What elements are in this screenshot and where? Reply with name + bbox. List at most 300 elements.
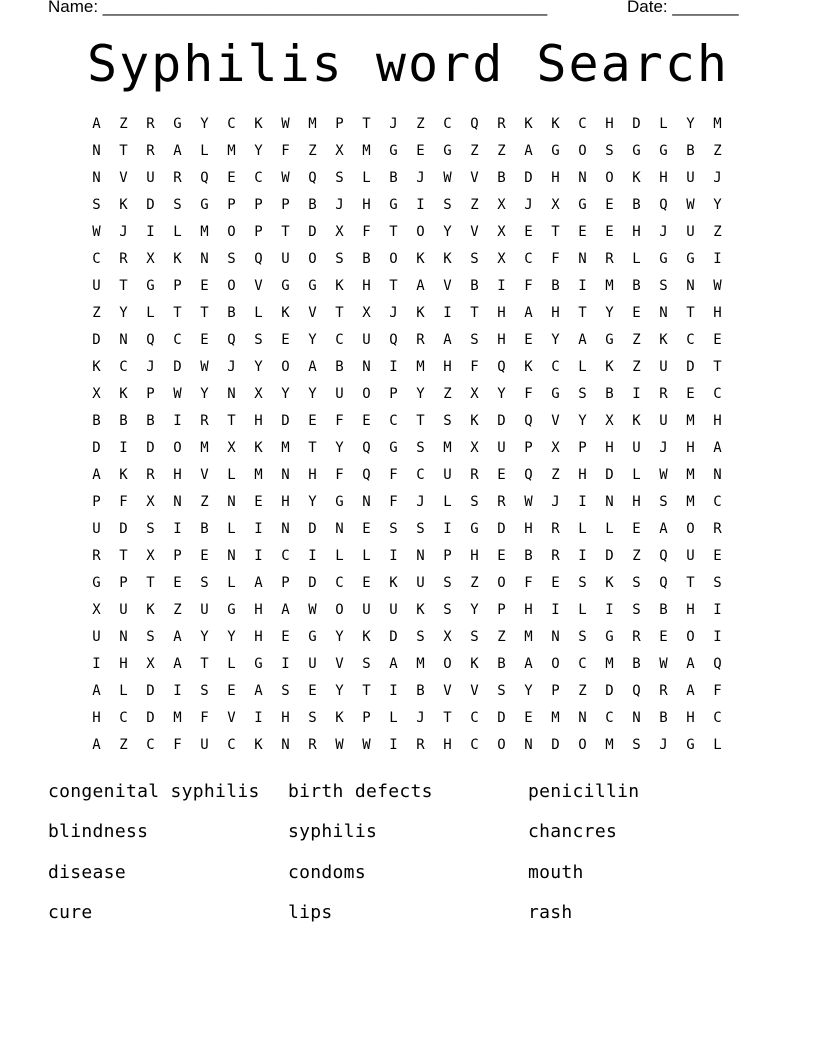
grid-letter: A	[281, 602, 290, 618]
grid-letter: U	[497, 440, 506, 456]
grid-letter: V	[335, 656, 344, 672]
grid-letter: Z	[119, 737, 128, 753]
grid-letter: B	[632, 197, 641, 213]
grid-letter: X	[146, 656, 155, 672]
grid-letter: M	[281, 440, 290, 456]
grid-letter: P	[173, 548, 182, 564]
grid-letter: U	[200, 737, 209, 753]
grid-letter: C	[335, 575, 344, 591]
word-list-item: blindness	[48, 821, 149, 843]
grid-letter: K	[173, 251, 182, 267]
grid-letter: C	[686, 332, 695, 348]
grid-letter: A	[92, 683, 101, 699]
grid-letter: A	[254, 575, 263, 591]
grid-letter: Z	[173, 602, 182, 618]
grid-letter: S	[659, 278, 668, 294]
grid-letter: Y	[254, 143, 263, 159]
grid-letter: W	[659, 656, 668, 672]
grid-letter: K	[659, 332, 668, 348]
grid-letter: Y	[281, 386, 290, 402]
grid-letter: A	[389, 656, 398, 672]
grid-letter: H	[254, 629, 263, 645]
grid-letter: M	[200, 224, 209, 240]
grid-letter: L	[227, 656, 236, 672]
grid-letter: I	[578, 548, 587, 564]
grid-letter: K	[254, 737, 263, 753]
grid-letter: D	[605, 683, 614, 699]
grid-letter: Z	[470, 575, 479, 591]
grid-letter: X	[605, 413, 614, 429]
grid-letter: N	[686, 278, 695, 294]
grid-letter: Q	[713, 656, 722, 672]
grid-letter: P	[146, 386, 155, 402]
grid-letter: G	[227, 602, 236, 618]
grid-letter: M	[686, 467, 695, 483]
grid-letter: E	[497, 467, 506, 483]
grid-letter: P	[335, 116, 344, 132]
grid-letter: N	[362, 359, 371, 375]
grid-letter: I	[551, 602, 560, 618]
grid-letter: A	[524, 143, 533, 159]
grid-letter: U	[416, 575, 425, 591]
grid-letter: Q	[524, 467, 533, 483]
grid-letter: H	[281, 494, 290, 510]
grid-letter: B	[200, 521, 209, 537]
grid-letter: G	[443, 143, 452, 159]
grid-letter: N	[659, 305, 668, 321]
grid-letter: E	[200, 548, 209, 564]
grid-row	[83, 624, 731, 651]
grid-letter: E	[659, 629, 668, 645]
grid-letter: L	[389, 710, 398, 726]
grid-letter: U	[281, 251, 290, 267]
grid-letter: N	[281, 467, 290, 483]
grid-letter: R	[551, 521, 560, 537]
grid-letter: X	[254, 386, 263, 402]
grid-letter: V	[470, 224, 479, 240]
grid-letter: L	[335, 548, 344, 564]
grid-letter: C	[119, 710, 128, 726]
grid-letter: E	[362, 575, 371, 591]
grid-letter: I	[578, 494, 587, 510]
grid-letter: H	[686, 710, 695, 726]
grid-letter: G	[605, 629, 614, 645]
grid-letter: Q	[227, 332, 236, 348]
grid-letter: E	[281, 332, 290, 348]
grid-letter: S	[578, 629, 587, 645]
grid-letter: A	[524, 656, 533, 672]
grid-letter: O	[173, 440, 182, 456]
grid-letter: B	[92, 413, 101, 429]
grid-letter: R	[416, 332, 425, 348]
grid-letter: H	[659, 170, 668, 186]
grid-letter: S	[92, 197, 101, 213]
grid-letter: Z	[632, 548, 641, 564]
grid-letter: Q	[470, 116, 479, 132]
grid-row	[83, 489, 731, 516]
grid-letter: E	[524, 332, 533, 348]
grid-letter: U	[686, 170, 695, 186]
grid-letter: A	[173, 629, 182, 645]
grid-letter: V	[470, 170, 479, 186]
grid-letter: C	[416, 467, 425, 483]
word-list-item: condoms	[288, 861, 366, 883]
grid-letter: K	[416, 251, 425, 267]
grid-letter: T	[200, 305, 209, 321]
grid-letter: Y	[227, 629, 236, 645]
grid-letter: X	[146, 251, 155, 267]
grid-letter: N	[119, 629, 128, 645]
grid-letter: D	[92, 440, 101, 456]
grid-letter: D	[308, 224, 317, 240]
grid-letter: X	[497, 197, 506, 213]
grid-letter: Z	[200, 494, 209, 510]
grid-letter: D	[389, 629, 398, 645]
grid-letter: Z	[713, 143, 722, 159]
grid-row	[83, 732, 731, 759]
grid-letter: M	[416, 359, 425, 375]
grid-letter: C	[713, 494, 722, 510]
grid-row	[83, 462, 731, 489]
grid-letter: Q	[497, 359, 506, 375]
grid-letter: W	[686, 197, 695, 213]
grid-letter: A	[443, 332, 452, 348]
grid-letter: W	[200, 359, 209, 375]
grid-letter: I	[173, 413, 182, 429]
grid-letter: T	[173, 305, 182, 321]
grid-letter: H	[443, 737, 452, 753]
grid-letter: R	[146, 143, 155, 159]
grid-letter: C	[119, 359, 128, 375]
grid-letter: G	[335, 494, 344, 510]
grid-letter: T	[119, 548, 128, 564]
grid-letter: J	[659, 224, 668, 240]
grid-letter: E	[713, 332, 722, 348]
grid-letter: O	[605, 170, 614, 186]
grid-letter: T	[200, 656, 209, 672]
grid-letter: S	[389, 521, 398, 537]
grid-letter: X	[497, 251, 506, 267]
grid-letter: K	[416, 305, 425, 321]
grid-letter: L	[632, 467, 641, 483]
grid-letter: D	[173, 359, 182, 375]
grid-letter: J	[146, 359, 155, 375]
grid-letter: B	[119, 413, 128, 429]
grid-letter: I	[443, 305, 452, 321]
grid-letter: H	[605, 116, 614, 132]
grid-letter: P	[524, 440, 533, 456]
grid-letter: K	[551, 116, 560, 132]
grid-letter: Q	[659, 548, 668, 564]
grid-letter: D	[497, 413, 506, 429]
grid-letter: P	[551, 683, 560, 699]
grid-letter: T	[119, 143, 128, 159]
grid-row	[83, 300, 731, 327]
grid-letter: D	[146, 440, 155, 456]
grid-letter: W	[308, 602, 317, 618]
grid-letter: D	[308, 521, 317, 537]
grid-letter: O	[416, 224, 425, 240]
grid-letter: G	[659, 143, 668, 159]
grid-letter: T	[227, 413, 236, 429]
grid-letter: N	[551, 629, 560, 645]
grid-letter: K	[443, 251, 452, 267]
grid-letter: A	[416, 278, 425, 294]
grid-letter: B	[686, 143, 695, 159]
grid-row	[83, 327, 731, 354]
grid-letter: W	[281, 116, 290, 132]
grid-letter: T	[686, 575, 695, 591]
grid-letter: D	[551, 737, 560, 753]
grid-letter: X	[497, 224, 506, 240]
word-list-item: cure	[48, 901, 93, 923]
grid-letter: I	[146, 224, 155, 240]
grid-letter: V	[119, 170, 128, 186]
grid-letter: G	[659, 251, 668, 267]
grid-letter: Z	[632, 332, 641, 348]
grid-letter: R	[551, 548, 560, 564]
grid-letter: Y	[254, 359, 263, 375]
grid-letter: M	[551, 710, 560, 726]
grid-letter: G	[578, 197, 587, 213]
grid-letter: W	[92, 224, 101, 240]
grid-letter: S	[659, 494, 668, 510]
grid-letter: S	[443, 575, 452, 591]
grid-letter: P	[227, 197, 236, 213]
grid-letter: R	[416, 737, 425, 753]
grid-letter: S	[578, 575, 587, 591]
grid-letter: T	[146, 575, 155, 591]
grid-letter: I	[713, 629, 722, 645]
grid-letter: N	[713, 467, 722, 483]
grid-letter: I	[92, 656, 101, 672]
grid-letter: H	[686, 602, 695, 618]
grid-letter: Y	[497, 386, 506, 402]
grid-letter: E	[713, 548, 722, 564]
grid-letter: Z	[119, 116, 128, 132]
grid-letter: R	[119, 251, 128, 267]
grid-letter: I	[254, 710, 263, 726]
grid-letter: H	[92, 710, 101, 726]
grid-letter: Z	[92, 305, 101, 321]
word-list-item: rash	[528, 901, 573, 923]
grid-letter: M	[173, 710, 182, 726]
grid-letter: J	[416, 494, 425, 510]
grid-letter: U	[92, 521, 101, 537]
grid-letter: E	[200, 332, 209, 348]
grid-letter: U	[92, 278, 101, 294]
grid-letter: Z	[497, 629, 506, 645]
grid-letter: P	[497, 602, 506, 618]
grid-letter: O	[335, 602, 344, 618]
grid-letter: T	[335, 305, 344, 321]
grid-letter: Y	[443, 224, 452, 240]
grid-letter: E	[605, 197, 614, 213]
grid-letter: K	[470, 656, 479, 672]
grid-letter: T	[578, 305, 587, 321]
grid-row	[83, 570, 731, 597]
grid-letter: U	[146, 170, 155, 186]
grid-letter: C	[335, 332, 344, 348]
grid-letter: G	[686, 251, 695, 267]
grid-letter: R	[659, 683, 668, 699]
grid-letter: K	[254, 116, 263, 132]
grid-letter: D	[497, 710, 506, 726]
grid-letter: S	[605, 143, 614, 159]
grid-letter: D	[497, 521, 506, 537]
grid-letter: N	[227, 494, 236, 510]
grid-letter: J	[389, 116, 398, 132]
grid-letter: S	[470, 494, 479, 510]
grid-letter: F	[200, 710, 209, 726]
grid-letter: E	[227, 683, 236, 699]
grid-letter: K	[254, 440, 263, 456]
grid-row	[83, 111, 731, 138]
grid-letter: Z	[470, 143, 479, 159]
grid-letter: S	[308, 710, 317, 726]
grid-letter: Y	[605, 305, 614, 321]
grid-letter: R	[659, 386, 668, 402]
grid-letter: Y	[335, 683, 344, 699]
grid-letter: H	[497, 305, 506, 321]
grid-letter: T	[551, 224, 560, 240]
grid-letter: Z	[632, 359, 641, 375]
grid-letter: L	[119, 683, 128, 699]
grid-letter: S	[362, 656, 371, 672]
grid-letter: J	[227, 359, 236, 375]
grid-letter: F	[524, 278, 533, 294]
grid-letter: H	[632, 494, 641, 510]
word-list-item: chancres	[528, 821, 618, 843]
grid-letter: T	[308, 440, 317, 456]
grid-letter: M	[416, 656, 425, 672]
grid-letter: S	[443, 413, 452, 429]
grid-letter: E	[362, 413, 371, 429]
grid-letter: G	[605, 332, 614, 348]
grid-letter: S	[281, 683, 290, 699]
grid-letter: G	[389, 197, 398, 213]
grid-letter: X	[146, 494, 155, 510]
grid-letter: O	[578, 737, 587, 753]
grid-letter: H	[578, 467, 587, 483]
grid-letter: V	[443, 683, 452, 699]
grid-letter: N	[200, 251, 209, 267]
grid-letter: E	[308, 683, 317, 699]
grid-letter: D	[605, 548, 614, 564]
grid-letter: R	[470, 467, 479, 483]
grid-letter: S	[443, 197, 452, 213]
grid-letter: U	[362, 332, 371, 348]
grid-letter: X	[470, 386, 479, 402]
grid-letter: U	[119, 602, 128, 618]
grid-letter: X	[443, 629, 452, 645]
grid-letter: Y	[713, 197, 722, 213]
grid-letter: U	[659, 413, 668, 429]
grid-letter: L	[227, 521, 236, 537]
grid-letter: U	[686, 548, 695, 564]
grid-letter: R	[308, 737, 317, 753]
grid-letter: N	[281, 521, 290, 537]
grid-letter: K	[416, 602, 425, 618]
grid-letter: S	[254, 332, 263, 348]
grid-letter: R	[632, 629, 641, 645]
grid-letter: X	[470, 440, 479, 456]
grid-letter: G	[632, 143, 641, 159]
word-list	[48, 778, 768, 939]
grid-letter: C	[227, 737, 236, 753]
grid-letter: T	[362, 116, 371, 132]
grid-letter: G	[92, 575, 101, 591]
grid-letter: H	[524, 602, 533, 618]
grid-letter: G	[389, 143, 398, 159]
grid-letter: A	[578, 332, 587, 348]
grid-letter: N	[227, 548, 236, 564]
grid-letter: A	[713, 440, 722, 456]
grid-letter: C	[173, 332, 182, 348]
grid-letter: B	[416, 683, 425, 699]
grid-letter: Q	[200, 170, 209, 186]
grid-letter: O	[443, 656, 452, 672]
grid-letter: U	[389, 602, 398, 618]
grid-letter: M	[713, 116, 722, 132]
word-list-item: penicillin	[528, 781, 640, 802]
grid-letter: E	[578, 224, 587, 240]
grid-letter: K	[146, 602, 155, 618]
grid-letter: P	[389, 386, 398, 402]
grid-letter: O	[686, 521, 695, 537]
grid-letter: F	[551, 251, 560, 267]
grid-letter: I	[173, 683, 182, 699]
grid-letter: C	[146, 737, 155, 753]
grid-letter: S	[470, 332, 479, 348]
grid-letter: I	[443, 521, 452, 537]
grid-letter: S	[335, 170, 344, 186]
grid-row	[83, 138, 731, 165]
grid-letter: P	[173, 278, 182, 294]
grid-letter: K	[119, 386, 128, 402]
grid-letter: N	[578, 710, 587, 726]
word-list-item: mouth	[528, 861, 584, 883]
grid-letter: V	[443, 278, 452, 294]
grid-letter: N	[605, 494, 614, 510]
word-search-grid	[83, 111, 731, 759]
grid-letter: E	[227, 170, 236, 186]
grid-letter: T	[686, 305, 695, 321]
grid-letter: E	[254, 494, 263, 510]
grid-letter: S	[146, 521, 155, 537]
grid-letter: J	[416, 170, 425, 186]
grid-letter: Q	[659, 197, 668, 213]
grid-letter: K	[335, 710, 344, 726]
grid-letter: P	[443, 548, 452, 564]
grid-letter: L	[227, 575, 236, 591]
grid-letter: R	[92, 548, 101, 564]
grid-letter: B	[308, 197, 317, 213]
grid-letter: M	[524, 629, 533, 645]
grid-letter: P	[281, 575, 290, 591]
grid-letter: V	[551, 413, 560, 429]
grid-letter: M	[686, 413, 695, 429]
grid-letter: K	[335, 278, 344, 294]
grid-letter: T	[362, 683, 371, 699]
grid-letter: M	[308, 116, 317, 132]
grid-letter: E	[200, 278, 209, 294]
grid-letter: R	[497, 494, 506, 510]
grid-letter: I	[389, 737, 398, 753]
grid-letter: N	[281, 737, 290, 753]
grid-letter: K	[119, 197, 128, 213]
grid-letter: L	[173, 224, 182, 240]
